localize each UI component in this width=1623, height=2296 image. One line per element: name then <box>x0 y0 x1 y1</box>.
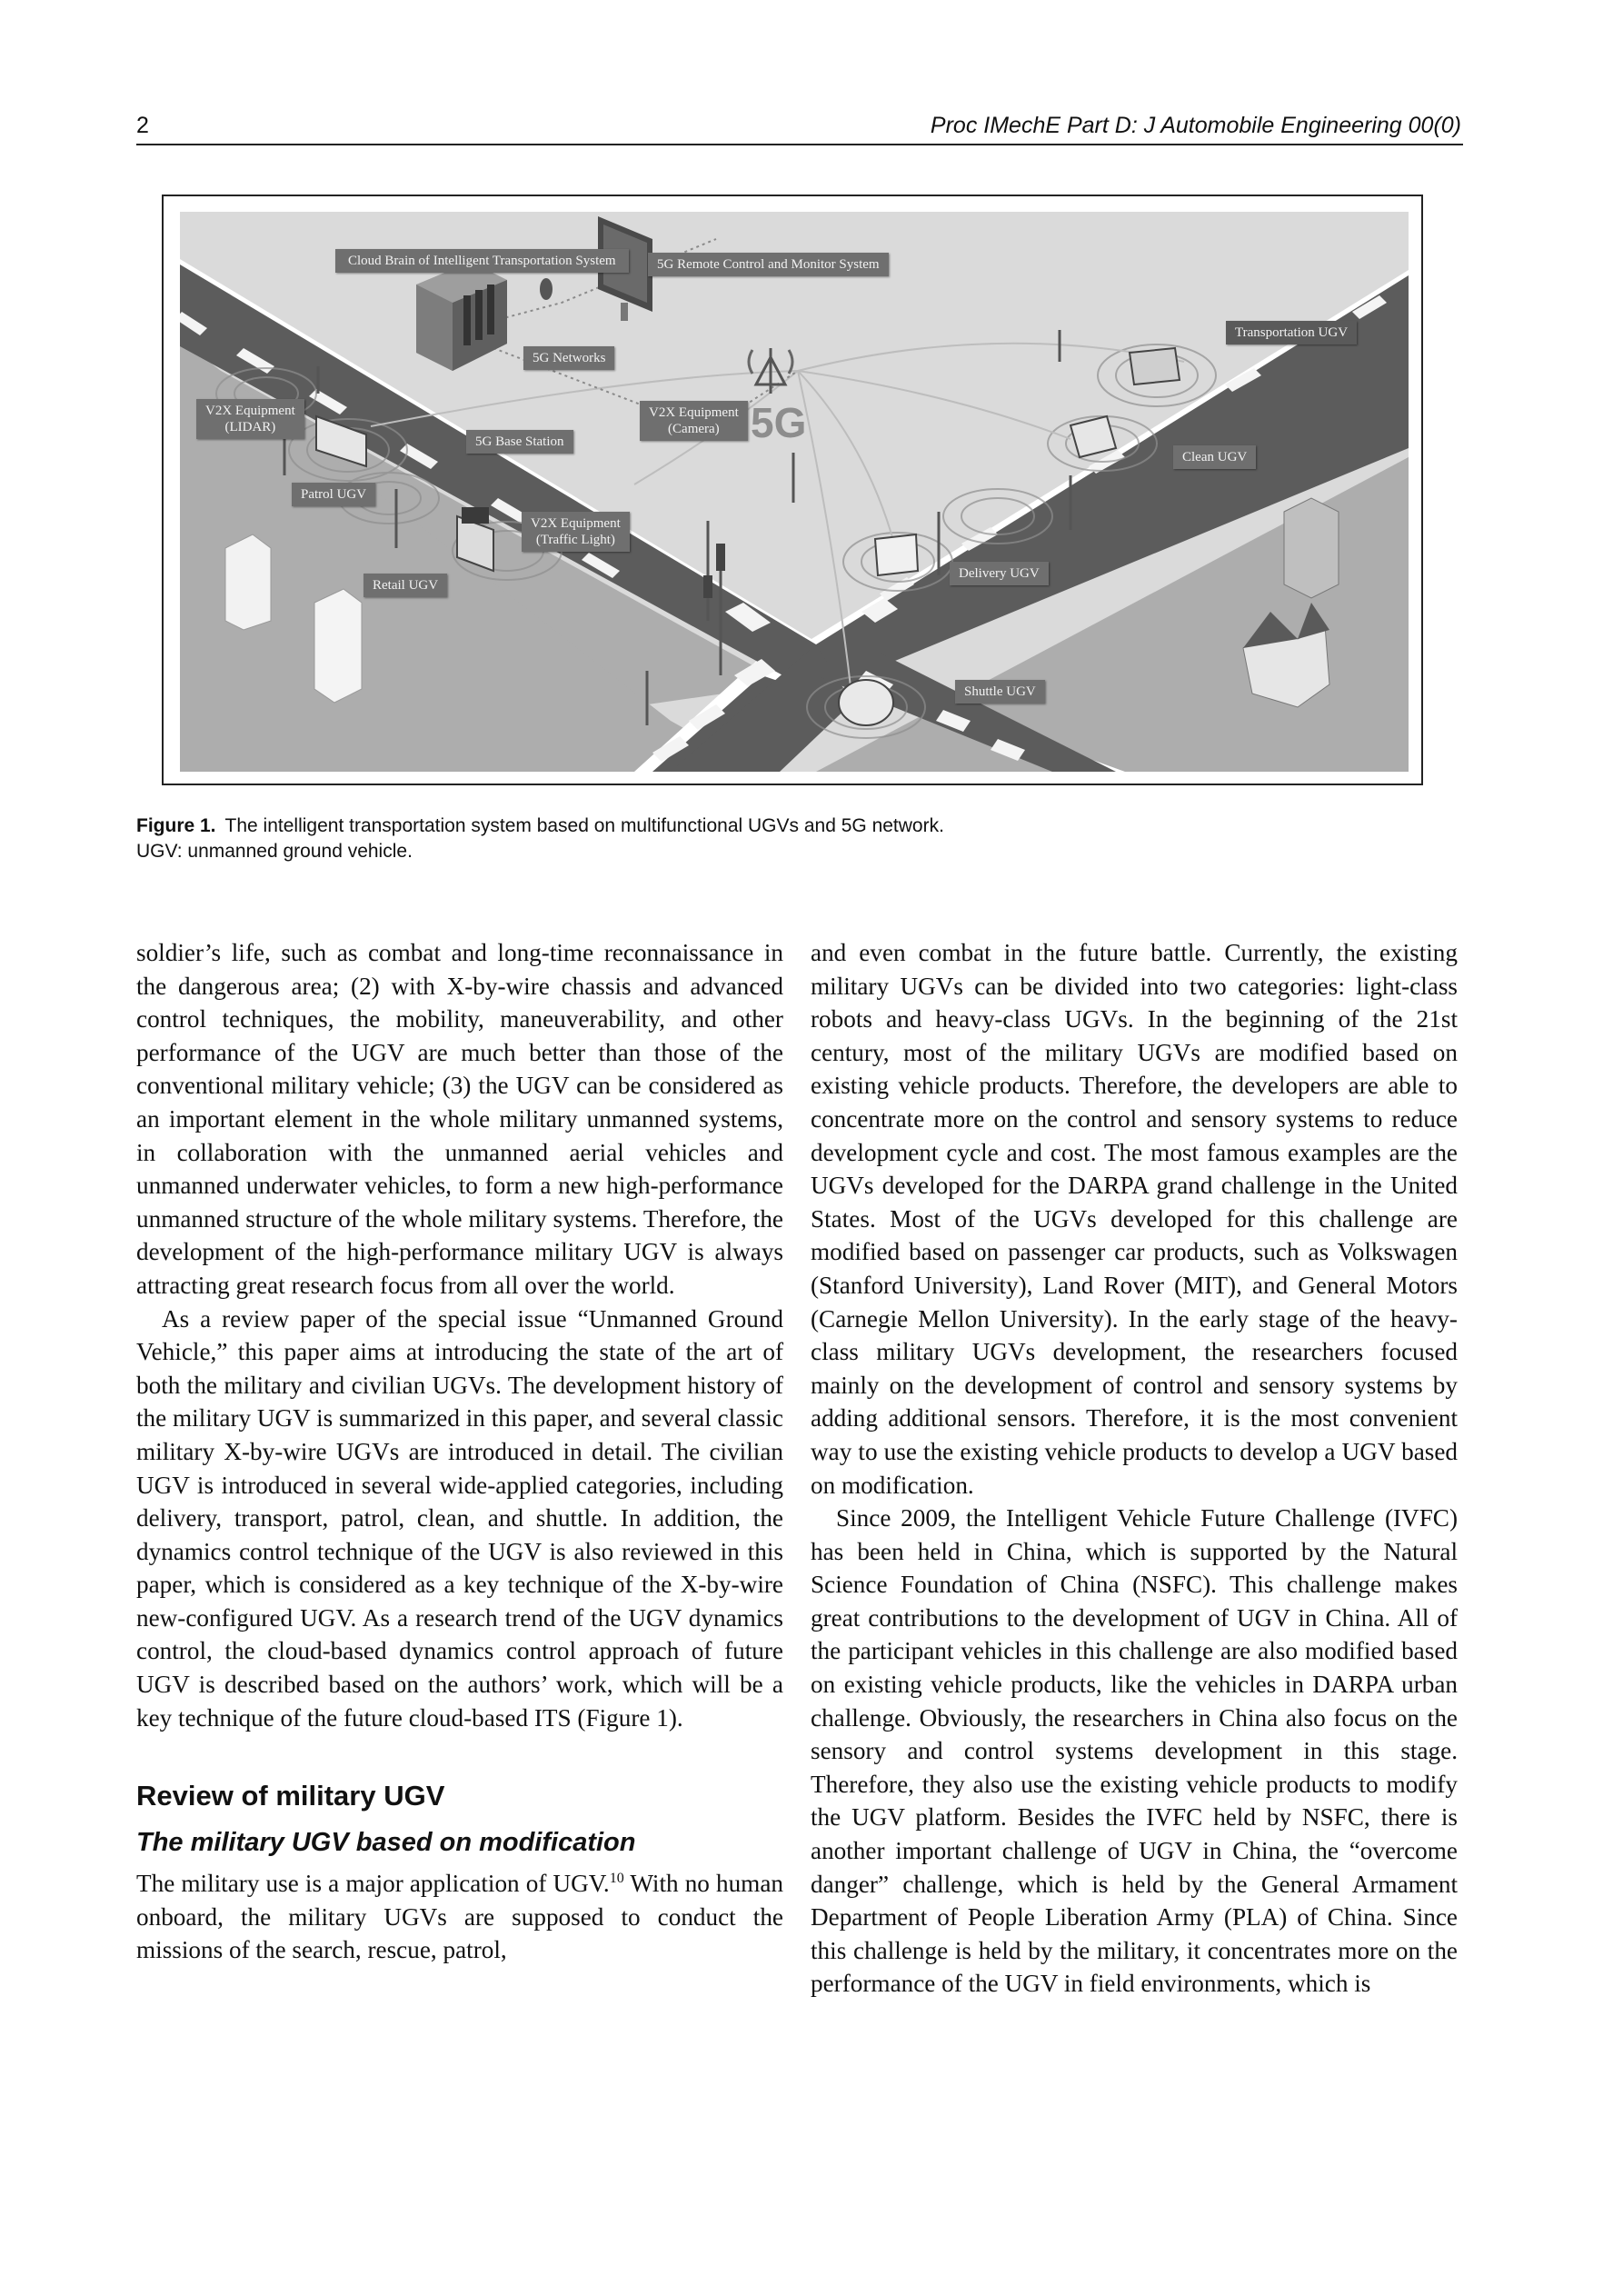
label-retail-ugv: Retail UGV <box>363 574 447 597</box>
paragraph: Since 2009, the Intelligent Vehicle Future Challenge (IVFC) has been held in China, which is supported by the Natural Science Foundation of China (NSFC). This challenge makes great contributions to the development of UGV in China. All of the participant vehicles in this challenge are also modified based on existing vehicle products, like the vehicles in DARPA urban challenge. Obviously, the researchers in China also focus on the sensory and control systems development in this stage. Therefore, they also use the existing vehicle products to modify the UGV platform. Besides the IVFC held by NSFC, there is another important challenge of UGV in China, the “overcome danger” challenge, which is held by the General Armament Department of People Liberation Army (PLA) of China. Since this challenge is held by the military, it concentrates more on the performance of the UGV in field environments, which is <box>811 1504 1458 1998</box>
paragraph: and even combat in the future battle. Currently, the existing military UGVs can be divided into two categories: light-class robots and heavy-class UGVs. In the beginning of the 21st century, most of the military UGVs are modified based on existing vehicle products. Therefore, the developers are able to concentrate more on the control and sensory systems to reduce development cycle and cost. The most famous examples are the UGVs developed for the DARPA grand challenge in the United States. Most of the UGVs developed for this challenge are modified based on passenger car products, such as Volkswagen (Stanford University), Land Rover (MIT), and General Motors (Carnegie Mellon University). In the early stage of the heavy-class military UGVs development, the researchers focused mainly on the development of control and sensory systems by adding additional sensors. Therefore, it is the most convenient way to use the existing vehicle products to develop a UGV based on modification. <box>811 939 1458 1499</box>
label-v2x-camera: V2X Equipment (Camera) <box>640 401 748 441</box>
label-delivery-ugv: Delivery UGV <box>950 562 1049 585</box>
figure-1 <box>162 195 1423 785</box>
label-v2x-lidar: V2X Equipment (LIDAR) <box>196 399 304 439</box>
citation-ref[interactable]: 10 <box>609 1871 624 1887</box>
svg-text:5G: 5G <box>751 399 807 446</box>
running-header <box>136 107 1463 145</box>
caption-text: The intelligent transportation system based on multifunctional UGVs and 5G network. <box>224 815 944 836</box>
right-column <box>811 936 1458 2001</box>
label-clean-ugv: Clean UGV <box>1173 445 1256 469</box>
label-5g-networks: 5G Networks <box>523 346 614 370</box>
label-remote-control: 5G Remote Control and Monitor System <box>648 253 889 276</box>
caption-note: UGV: unmanned ground vehicle. <box>136 841 413 862</box>
section-heading: Review of military UGV <box>136 1780 445 1812</box>
its-illustration <box>180 212 1409 772</box>
page-number: 2 <box>136 113 149 138</box>
caption-number: Figure 1. <box>136 815 216 836</box>
subsection-heading: The military UGV based on modification <box>136 1828 636 1858</box>
paragraph: As a review paper of the special issue “Unmanned Ground Vehicle,” this paper aims at introducing the state of the art of both the military and civilian UGVs. The development history of the military UGV is summarized in this paper, and several classic military X-by-wire UGVs are introduced in detail. The civilian UGV is introduced in several wide-applied categories, including delivery, transport, patrol, clean, and shuttle. In addition, the dynamics control technique of the UGV is also reviewed in this paper, which is considered as a key technique of the X-by-wire new-configured UGV. As a research trend of the UGV dynamics control, the cloud-based dynamics control approach of future UGV is described based on the authors’ work, which will be a key technique of the future cloud-based ITS (Figure 1). <box>136 1304 783 1732</box>
left-column <box>136 936 783 1967</box>
label-5g-base-station: 5G Base Station <box>466 430 573 454</box>
label-v2x-traffic-light: V2X Equipment (Traffic Light) <box>522 512 630 552</box>
label-shuttle-ugv: Shuttle UGV <box>955 680 1045 704</box>
figure-caption <box>136 814 1409 864</box>
paragraph: The military use is a major application of UGV.$^{10}$ With no human onboard, the military UGVs are supposed to conduct the missions of the search, rescue, patrol, <box>136 1870 783 1964</box>
journal-title: Proc IMechE Part D: J Automobile Engineering 00(0) <box>930 113 1461 138</box>
label-cloud-brain: Cloud Brain of Intelligent Transportation System <box>335 249 629 273</box>
paragraph: soldier’s life, such as combat and long-time reconnaissance in the dangerous area; (2) with X-by-wire chassis and advanced control techniques, the mobility, maneuverability, and other performance of the UGV are much better than those of the conventional military vehicle; (3) the UGV can be considered as an important element in the whole military unmanned systems, in collaboration with the unmanned aerial vehicles and unmanned underwater vehicles, to form a new high-performance unmanned structure of the whole military systems. Therefore, the development of the high-performance military UGV is always attracting great research focus from all over the world. <box>136 939 783 1299</box>
label-patrol-ugv: Patrol UGV <box>292 483 375 506</box>
label-transportation-ugv: Transportation UGV <box>1226 321 1357 344</box>
